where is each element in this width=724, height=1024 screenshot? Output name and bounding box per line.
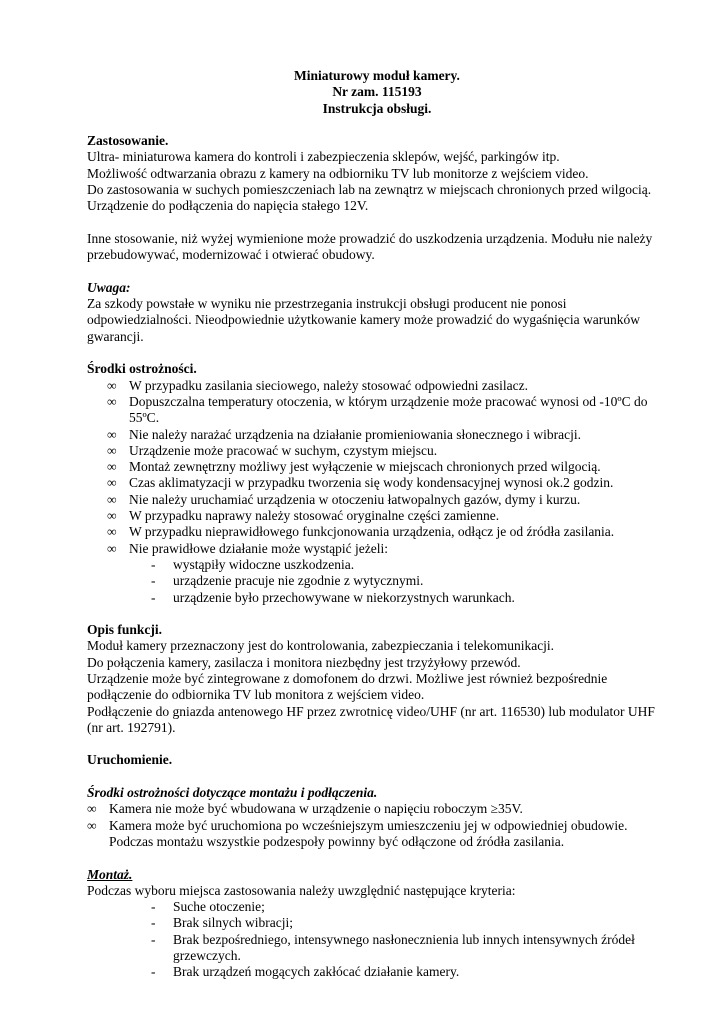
mounting-precautions-list xyxy=(87,801,667,850)
malfunction-sublist xyxy=(87,557,667,606)
list-item: ∞ Czas aklimatyzacji w przypadku tworzenia się wody kondensacyjnej wynosi ok.2 godzin. xyxy=(107,475,614,491)
paragraph-line: Urządzenie do podłączenia do napięcia stałego 12V. xyxy=(87,198,369,214)
list-item: ∞ Kamera nie może być wbudowana w urządzenie o napięciu roboczym ≥35V. xyxy=(87,801,523,817)
list-item: ∞ Nie prawidłowe działanie może wystąpić jeżeli: xyxy=(107,540,389,556)
list-item: - Brak urządzeń mogących zakłócać działanie kamery. xyxy=(151,964,460,980)
doc-subtitle: Instrukcja obsługi. xyxy=(322,100,432,116)
list-item: ∞ W przypadku nieprawidłowego funkcjonowania urządzenia, odłącz je od źródła zasilania. xyxy=(107,524,615,540)
paragraph-line: Możliwość odtwarzania obrazu z kamery na odbiorniku TV lub monitorze z wejściem video. xyxy=(87,165,589,181)
infinity-bullet-icon: ∞ xyxy=(107,475,117,491)
section-heading-uwaga: Uwaga: xyxy=(87,279,131,295)
paragraph-line: Moduł kamery przeznaczony jest do kontrolowania, zabezpieczania i telekomunikacji. xyxy=(87,638,555,654)
paragraph-line: Ultra- miniaturowa kamera do kontroli i zabezpieczenia sklepów, wejść, parkingów itp. xyxy=(87,149,560,165)
infinity-bullet-icon: ∞ xyxy=(107,459,117,475)
list-item: ∞ Nie należy uruchamiać urządzenia w otoczeniu łatwopalnych gazów, dymy i kurzu. xyxy=(107,491,581,507)
montaz-intro: Podczas wyboru miejsca zastosowania należy uwzględnić następujące kryteria: xyxy=(87,882,516,898)
infinity-bullet-icon: ∞ xyxy=(87,817,97,833)
section-heading-montaz: Montaż. xyxy=(87,866,133,882)
list-item: - Suche otoczenie; xyxy=(151,899,265,915)
list-item: ∞ W przypadku naprawy należy stosować oryginalne części zamienne. xyxy=(107,508,500,524)
warning-paragraph: Inne stosowanie, niż wyżej wymienione może prowadzić do uszkodzenia urządzenia. Modułu nie należy przebudowywać, modernizować i otwierać obudowy. xyxy=(87,230,653,263)
list-item: ∞ Kamera może być uruchomiona po wcześniejszym umieszczeniu jej w odpowiedniej obudowie. Podczas montażu wszystkie podzespoły powinny być odłączone od źródła zasilania. xyxy=(87,817,628,849)
criteria-list xyxy=(87,899,667,980)
sublist-item: - wystąpiły widoczne uszkodzenia. xyxy=(151,556,355,572)
paragraph-line: Urządzenie może być zintegrowane z domofonem do drzwi. Możliwe jest również bezpośrednie podłączenie do odbiornika TV lub monitora z wejściem video. xyxy=(87,670,608,703)
sublist-item: - urządzenie pracuje nie zgodnie z wytycznymi. xyxy=(151,573,424,589)
infinity-bullet-icon: ∞ xyxy=(107,491,117,507)
list-item: - Brak bezpośredniego, intensywnego nasłonecznienia lub innych intensywnych źródeł grzewczych. xyxy=(151,931,635,964)
section-heading-opis: Opis funkcji. xyxy=(87,622,163,638)
infinity-bullet-icon: ∞ xyxy=(107,524,117,540)
section-heading-srodki: Środki ostrożności. xyxy=(87,361,197,377)
order-number: Nr zam. 115193 xyxy=(332,84,422,100)
infinity-bullet-icon: ∞ xyxy=(87,801,97,817)
section-heading-zastosowanie: Zastosowanie. xyxy=(87,133,169,149)
list-item: - Brak silnych wibracji; xyxy=(151,915,293,931)
document-page xyxy=(87,68,667,981)
section-heading-montaz-srodki: Środki ostrożności dotyczące montażu i podłączenia. xyxy=(87,785,378,801)
precautions-list xyxy=(87,378,667,557)
infinity-bullet-icon: ∞ xyxy=(107,377,117,393)
list-item: ∞ Dopuszczalna temperatury otoczenia, w którym urządzenie może pracować wynosi od -10ºC do 55ºC. xyxy=(107,393,648,426)
paragraph-line: Podłączenie do gniazda antenowego HF przez zwrotnicę video/UHF (nr art. 116530) lub modulator UHF (nr art. 192791). xyxy=(87,703,655,735)
sublist-item: - urządzenie było przechowywane w niekorzystnych warunkach. xyxy=(151,589,515,605)
infinity-bullet-icon: ∞ xyxy=(107,508,117,524)
uwaga-paragraph: Za szkody powstałe w wyniku nie przestrzegania instrukcji obsługi producent nie ponosi odpowiedzialności. Nieodpowiednie użytkowanie kamery może prowadzić do wygaśnięcia warunków gwarancji. xyxy=(87,296,640,344)
infinity-bullet-icon: ∞ xyxy=(107,540,117,556)
section-heading-uruchomienie: Uruchomienie. xyxy=(87,752,173,768)
infinity-bullet-icon: ∞ xyxy=(107,393,117,409)
list-item: ∞ W przypadku zasilania sieciowego, należy stosować odpowiedni zasilacz. xyxy=(107,377,528,393)
infinity-bullet-icon: ∞ xyxy=(107,442,117,458)
infinity-bullet-icon: ∞ xyxy=(107,426,117,442)
list-item: ∞ Nie należy narażać urządzenia na działanie promieniowania słonecznego i wibracji. xyxy=(107,426,582,442)
paragraph-line: Do połączenia kamery, zasilacza i monitora niezbędny jest trzyżyłowy przewód. xyxy=(87,654,521,670)
list-item: ∞ Montaż zewnętrzny możliwy jest wyłączenie w miejscach chronionych przed wilgocią. xyxy=(107,459,601,475)
doc-title: Miniaturowy moduł kamery. xyxy=(294,68,460,83)
paragraph-line: Do zastosowania w suchych pomieszczeniach lab na zewnątrz w miejscach chronionych przed wilgocią. xyxy=(87,182,652,198)
list-item: ∞ Urządzenie może pracować w suchym, czystym miejscu. xyxy=(107,442,438,458)
